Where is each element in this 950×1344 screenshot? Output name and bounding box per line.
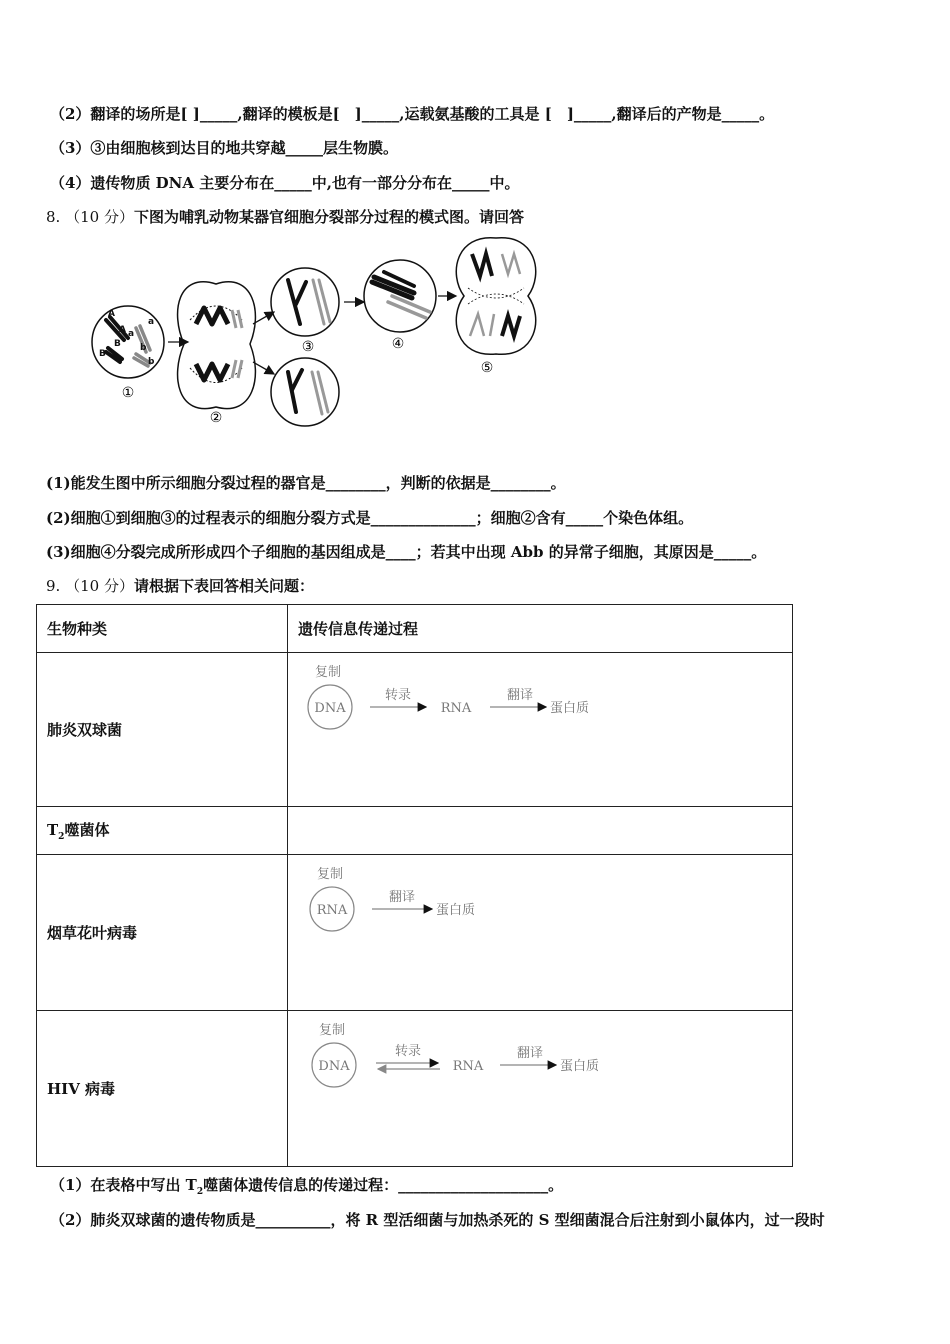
cell-1 xyxy=(92,306,164,401)
q8-score: （10 分） xyxy=(65,208,134,226)
gene-label: B xyxy=(114,339,121,349)
cell-3-sister xyxy=(271,358,339,426)
transcription-label: 转录 xyxy=(394,1044,422,1059)
cell-division-figure xyxy=(88,232,558,432)
cell-2-label: ② xyxy=(209,410,223,426)
cell-3-label: ③ xyxy=(301,339,315,355)
replication-label: 复制 xyxy=(318,1023,346,1038)
cell-2 xyxy=(178,282,256,426)
q7-part4: （4）遗传物质 DNA 主要分布在_____中,也有一部分分布在_____中。 xyxy=(50,174,520,192)
q9-part2: （2）肺炎双球菌的遗传物质是__________，将 R 型活细菌与加热杀死的 S 型细菌混合后注射到小鼠体内，过一段时 xyxy=(50,1211,825,1229)
replication-label: 复制 xyxy=(314,665,342,680)
table-row xyxy=(37,807,793,855)
gene-label: b xyxy=(148,357,155,367)
process-cell-empty[interactable] xyxy=(288,807,793,855)
gene-label: B xyxy=(99,349,106,359)
q9-stem: 请根据下表回答相关问题： xyxy=(133,577,314,595)
q8-part2: (2)细胞①到细胞③的过程表示的细胞分裂方式是______________；细胞②含有_____个染色体组。 xyxy=(46,509,694,527)
rna-label: RNA xyxy=(316,903,348,918)
q7-part3: （3）③由细胞核到达目的地共穿越_____层生物膜。 xyxy=(50,139,398,157)
cell-4 xyxy=(364,260,436,352)
t2-sub: 2 xyxy=(58,832,65,842)
process-cell xyxy=(288,1011,793,1167)
q9-heading xyxy=(46,575,314,596)
q9-score: （10 分） xyxy=(65,577,134,595)
q9-part1-text-a: （1）在表格中写出 T xyxy=(50,1176,197,1194)
q8-stem: 下图为哺乳动物某器官细胞分裂部分过程的模式图。请回答 xyxy=(133,208,524,226)
q9-part1-sub: 2 xyxy=(196,1187,204,1197)
info-flow-table xyxy=(36,604,793,1167)
q9-number: 9. xyxy=(46,577,61,595)
cell-5-label: ⑤ xyxy=(480,360,494,376)
translation-label: 翻译 xyxy=(506,688,534,703)
dna-label: DNA xyxy=(318,1059,350,1074)
organism-cell: 烟草花叶病毒 xyxy=(37,855,288,1011)
translation-label: 翻译 xyxy=(388,890,416,905)
q7-part2: （2）翻译的场所是[ ]_____,翻译的模板是[ ]_____,运载氨基酸的工具是 [ ]_____,翻译后的产物是_____。 xyxy=(50,105,775,123)
rna-label: RNA xyxy=(440,701,472,716)
organism-cell xyxy=(37,807,288,855)
hiv-diagram xyxy=(298,1021,628,1091)
gene-label: b xyxy=(140,343,147,353)
rna-tmv-diagram xyxy=(298,865,618,935)
cell-3 xyxy=(271,268,339,355)
cell-4-label: ④ xyxy=(391,336,405,352)
cell-5 xyxy=(456,238,535,376)
gene-label: a xyxy=(148,317,155,327)
q8-part3: (3)细胞④分裂完成所形成四个子细胞的基因组成是____；若其中出现 Abb 的异常子细胞，其原因是_____。 xyxy=(46,543,767,561)
dna-pneumococcus-diagram xyxy=(298,663,618,733)
q9-part1 xyxy=(50,1174,563,1197)
table-row xyxy=(37,1011,793,1167)
replication-label: 复制 xyxy=(316,867,344,882)
table-row xyxy=(37,653,793,807)
process-cell xyxy=(288,653,793,807)
transcription-label: 转录 xyxy=(384,688,412,703)
organism-cell: HIV 病毒 xyxy=(37,1011,288,1167)
protein-label: 蛋白质 xyxy=(560,1059,600,1074)
q9-part1-text-b: 噬菌体遗传信息的传递过程：____________________。 xyxy=(203,1176,564,1194)
organism-cell: 肺炎双球菌 xyxy=(37,653,288,807)
gene-label: A xyxy=(119,325,126,335)
table-row xyxy=(37,855,793,1011)
q8-number: 8. xyxy=(46,208,61,226)
gene-label: A xyxy=(108,309,115,319)
gene-label: a xyxy=(128,329,135,339)
cell-1-label: ① xyxy=(121,385,135,401)
q8-part1: (1)能发生图中所示细胞分裂过程的器官是________，判断的依据是________。 xyxy=(46,474,566,492)
translation-label: 翻译 xyxy=(516,1046,544,1061)
q8-heading xyxy=(46,206,524,227)
process-cell xyxy=(288,855,793,1011)
header-process: 遗传信息传递过程 xyxy=(288,605,793,653)
header-organism: 生物种类 xyxy=(37,605,288,653)
dna-label: DNA xyxy=(314,701,346,716)
rna-label: RNA xyxy=(452,1059,484,1074)
protein-label: 蛋白质 xyxy=(436,903,476,918)
table-header-row xyxy=(37,605,793,653)
t2-main: T xyxy=(47,821,59,839)
t2-rest: 噬菌体 xyxy=(64,821,110,839)
protein-label: 蛋白质 xyxy=(550,701,590,716)
